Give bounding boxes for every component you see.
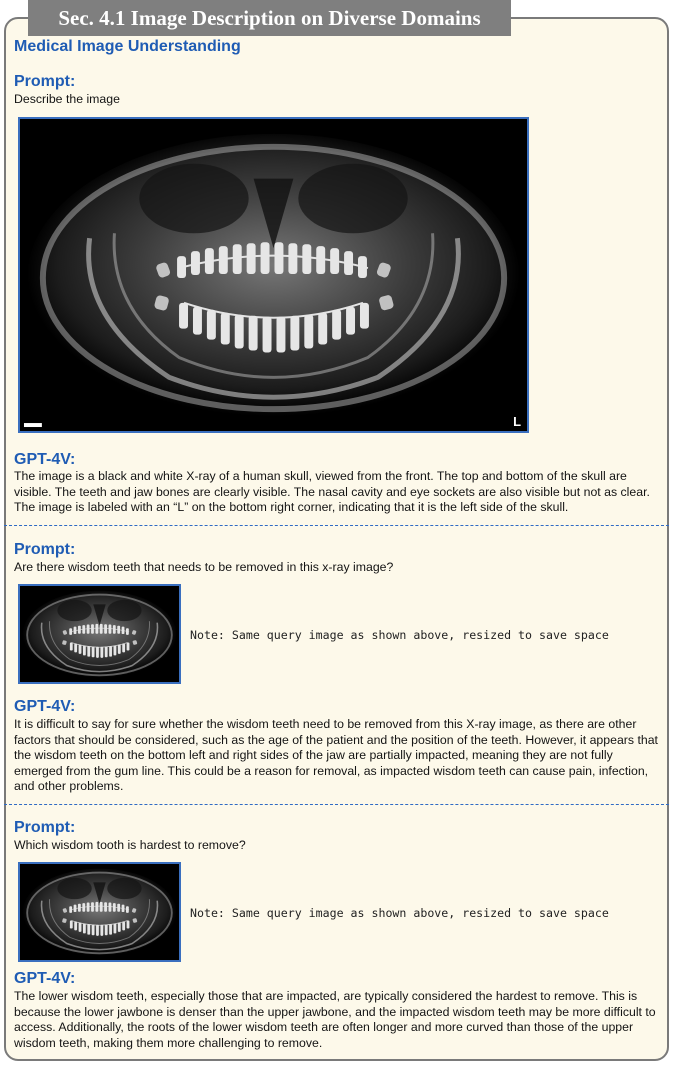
xray-image-thumbnail <box>18 584 181 684</box>
prompt-label: Prompt: <box>14 819 76 836</box>
section-header: Sec. 4.1 Image Description on Diverse Domains <box>28 0 511 36</box>
response-text: The lower wisdom teeth, especially those that are impacted, are typically considered the hardest to remove. This is because the lower jawbone is denser than the upper jawbone, and the impacted wisdom teeth may be more difficult to access. Additionally, the roots of the lower wisdom teeth are often longer and more curved than those of the upper wisdom teeth, making them more challenging to remove. <box>14 989 656 1050</box>
prompt-text: Describe the image <box>14 92 120 106</box>
response-label: GPT-4V: <box>14 970 76 987</box>
response-label: GPT-4V: <box>14 698 76 715</box>
note-text: Note: Same query image as shown above, resized to save space <box>190 628 609 642</box>
divider <box>4 525 669 526</box>
divider <box>4 804 669 805</box>
response-text: It is difficult to say for sure whether the wisdom teeth need to be removed from this X-ray image, as there are other factors that should be considered, such as the age of the patient and the position of the teeth. However, it appears that the wisdom teeth on the bottom left and right sides of the jaw are partially impacted, meaning they are not fully emerged from the gum line. This could be a reason for removal, as impacted wisdom teeth can cause pain, infection, and other problems. <box>14 717 658 794</box>
section-title: Medical Image Understanding <box>14 38 241 55</box>
xray-corner-label: L <box>513 414 521 430</box>
note-text: Note: Same query image as shown above, resized to save space <box>190 906 609 920</box>
response-text: The image is a black and white X-ray of a human skull, viewed from the front. The top and bottom of the skull are visible. The teeth and jaw bones are clearly visible. The nasal cavity and eye sockets are also visible but not as clear. The image is labeled with an “L” on the bottom right corner, indicating that it is the left side of the skull. <box>14 469 650 515</box>
prompt-label: Prompt: <box>14 73 76 90</box>
xray-image-thumbnail <box>18 862 181 962</box>
prompt-label: Prompt: <box>14 541 76 558</box>
prompt-text: Are there wisdom teeth that needs to be removed in this x-ray image? <box>14 560 394 574</box>
response-label: GPT-4V: <box>14 451 76 468</box>
xray-image-large <box>18 117 529 433</box>
prompt-text: Which wisdom tooth is hardest to remove? <box>14 838 246 852</box>
